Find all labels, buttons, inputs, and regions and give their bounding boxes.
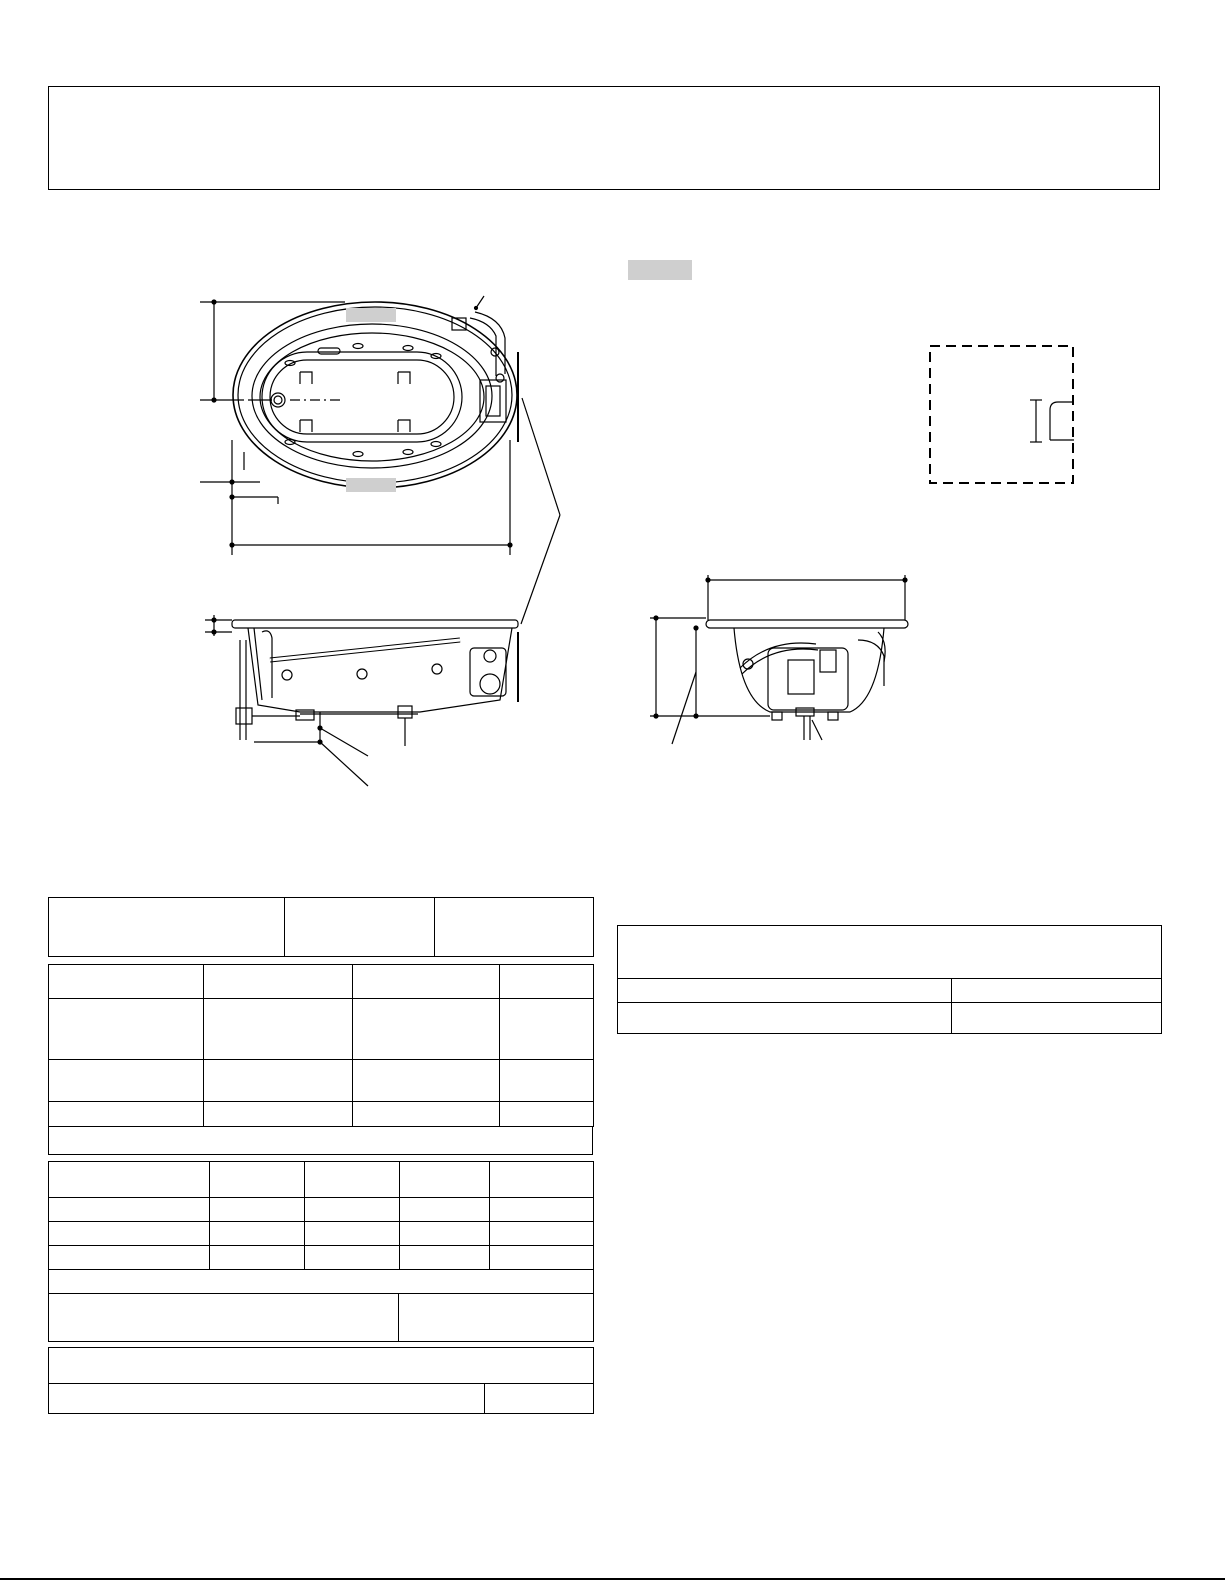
right-spec-table	[617, 925, 1162, 1034]
footer-cell	[49, 1384, 485, 1414]
leader-line-2	[521, 515, 560, 624]
spec-cell	[500, 1102, 594, 1127]
spec-note-table	[48, 1126, 593, 1155]
spec-grid-table	[48, 1161, 594, 1270]
grid-cell	[400, 1246, 490, 1270]
grid-cell	[210, 1198, 305, 1222]
spec-footer-table	[48, 1347, 594, 1414]
end-view-drawing	[650, 575, 908, 744]
spec-cell	[353, 1060, 500, 1102]
footer-title-cell	[49, 1348, 594, 1384]
spec-cell	[500, 999, 594, 1060]
wide-note-cell	[49, 1270, 594, 1294]
spec-cell	[49, 999, 204, 1060]
right-cell	[618, 979, 952, 1003]
grid-cell	[400, 1222, 490, 1246]
spec-cell	[204, 1060, 353, 1102]
spec-cell	[353, 1102, 500, 1127]
spec-note-cell	[49, 1127, 593, 1155]
spec-cell	[204, 999, 353, 1060]
grid-cell	[305, 1222, 400, 1246]
right-title-cell	[618, 926, 1162, 979]
spec-cell	[204, 965, 353, 999]
grid-cell	[490, 1198, 594, 1222]
spec-cell	[49, 1060, 204, 1102]
spec-header-cell	[49, 898, 285, 957]
spec-header-cell	[285, 898, 435, 957]
spec-cell	[49, 965, 204, 999]
grid-cell	[490, 1222, 594, 1246]
grid-cell	[305, 1162, 400, 1198]
grid-cell	[305, 1198, 400, 1222]
spec-cell	[353, 999, 500, 1060]
right-cell	[618, 1003, 952, 1034]
grid-cell	[210, 1162, 305, 1198]
grid-cell	[305, 1246, 400, 1270]
spec-cell	[353, 965, 500, 999]
grid-cell	[490, 1246, 594, 1270]
grid-cell	[49, 1222, 210, 1246]
spec-main-table	[48, 964, 594, 1127]
pair-cell	[49, 1294, 399, 1342]
spec-cell	[49, 1102, 204, 1127]
spec-pair-table	[48, 1269, 594, 1342]
spec-header-cell	[435, 898, 594, 957]
grid-cell	[49, 1246, 210, 1270]
spec-cell	[500, 1060, 594, 1102]
grid-cell	[49, 1162, 210, 1198]
spec-cell	[204, 1102, 353, 1127]
spec-cell	[500, 965, 594, 999]
right-cell	[952, 1003, 1162, 1034]
grid-cell	[210, 1246, 305, 1270]
side-view-drawing	[205, 615, 518, 786]
grid-cell	[210, 1222, 305, 1246]
top-view-drawing	[200, 296, 518, 555]
grid-cell	[49, 1198, 210, 1222]
detail-box-drawing	[930, 346, 1074, 483]
grid-cell	[400, 1162, 490, 1198]
spec-header-table	[48, 897, 594, 957]
grid-cell	[400, 1198, 490, 1222]
leader-line	[522, 398, 560, 515]
bottom-rule	[0, 1578, 1225, 1580]
pair-cell	[399, 1294, 594, 1342]
grid-cell	[490, 1162, 594, 1198]
right-cell	[952, 979, 1162, 1003]
footer-cell	[485, 1384, 594, 1414]
